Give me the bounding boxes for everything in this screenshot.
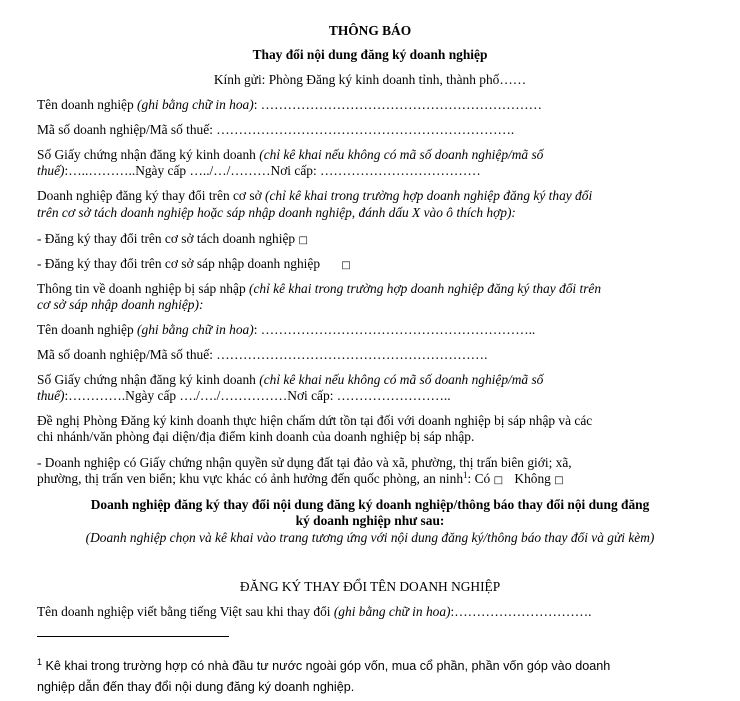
company-name-line — [37, 97, 542, 112]
land-no-label: Không — [514, 471, 551, 486]
new-name-fill[interactable]: :…………………………. — [450, 604, 592, 619]
reg-heading-1: Doanh nghiệp đăng ký thay đổi nội dung đăng ký doanh nghiệp/thông báo thay đổi nội dung đăng — [90, 497, 650, 512]
merged-tax-line[interactable]: Mã số doanh nghiệp/Mã số thuế: ……………………………………………………. — [37, 347, 488, 362]
merged-name-label: Tên doanh nghiệp — [37, 322, 134, 337]
base-label: Doanh nghiệp đăng ký thay đổi trên cơ sở — [37, 188, 265, 203]
merged-name-line — [37, 322, 535, 337]
reg-note: (Doanh nghiệp chọn và kê khai vào trang tương ứng với nội dung đăng ký/thông báo thay đổi và gửi kèm) — [85, 530, 655, 545]
request-line-2: chi nhánh/văn phòng đại diện/địa điểm kinh doanh của doanh nghiệp bị sáp nhập. — [37, 429, 475, 444]
land-line-2 — [37, 471, 564, 488]
merged-name-fill[interactable]: : …………………………………………………….. — [253, 322, 536, 337]
split-checkbox[interactable]: □ — [298, 235, 308, 246]
company-name-hint: (ghi bằng chữ in hoa) — [137, 97, 254, 112]
reg-heading-2: ký doanh nghiệp như sau: — [295, 513, 445, 528]
merged-label: Thông tin về doanh nghiệp bị sáp nhập — [37, 281, 249, 296]
footnote-number: 1 — [37, 657, 43, 667]
merged-line-1 — [37, 281, 601, 296]
merged-cert-line-1 — [37, 372, 543, 387]
request-line-1: Đề nghị Phòng Đăng ký kinh doanh thực hiện chấm dứt tồn tại đối với doanh nghiệp bị sáp nhập và các — [37, 413, 593, 428]
land-no-checkbox[interactable]: □ — [554, 475, 564, 486]
base-hint-2: trên cơ sở tách doanh nghiệp hoặc sáp nhập doanh nghiệp, đánh dấu X vào ô thích hợp): — [37, 205, 516, 220]
merged-hint-2: cơ sở sáp nhập doanh nghiệp): — [37, 297, 204, 312]
footnote-line-1 — [37, 659, 610, 675]
footnote-separator — [37, 636, 229, 637]
new-name-line — [37, 604, 591, 619]
footnote-line-2: nghiệp dẫn đến thay đổi nội dung đăng ký doanh nghiệp. — [37, 680, 355, 694]
merge-checkbox[interactable]: □ — [341, 260, 351, 271]
merged-hint-1: (chỉ kê khai trong trường hợp doanh nghiệp đăng ký thay đổi trên — [248, 281, 602, 296]
new-name-hint: (ghi bằng chữ in hoa) — [333, 604, 451, 619]
company-name-fill[interactable]: : ……………………………………………………… — [253, 97, 542, 112]
option-split-line — [37, 231, 308, 248]
merged-cert-line-2 — [37, 388, 451, 403]
cert-label: Số Giấy chứng nhận đăng ký kinh doanh — [37, 147, 260, 162]
company-name-label: Tên doanh nghiệp — [37, 97, 134, 112]
recipient-line: Kính gửi: Phòng Đăng ký kinh doanh tỉnh, thành phố…… — [213, 72, 527, 87]
document-title: THÔNG BÁO — [328, 23, 412, 38]
land-yes-label: : Có — [467, 471, 491, 486]
land-line-1: - Doanh nghiệp có Giấy chứng nhận quyền sử dụng đất tại đảo và xã, phường, thị trấn biên giới; xã, — [37, 455, 572, 470]
merged-cert-hint-2: thuế) — [37, 388, 65, 403]
cert-hint-1: (chỉ kê khai nếu không có mã số doanh nghiệp/mã số — [259, 147, 544, 162]
land-text-2: phường, thị trấn ven biển; khu vực khác có ảnh hưởng đến quốc phòng, an ninh — [37, 471, 464, 486]
merged-cert-fill[interactable]: :………….Ngày cấp …./…./……………Nơi cấp: …………………….. — [64, 388, 451, 403]
land-yes-checkbox[interactable]: □ — [493, 475, 504, 486]
cert-hint-2: thuế) — [37, 163, 65, 178]
option-merge-line — [37, 256, 351, 273]
merged-cert-hint-1: (chỉ kê khai nếu không có mã số doanh nghiệp/mã số — [259, 372, 544, 387]
footnote-ref[interactable]: 1 — [463, 470, 468, 480]
base-hint-1: (chỉ kê khai trong trường hợp doanh nghiệp đăng ký thay đổi — [265, 188, 593, 203]
tax-code-line[interactable]: Mã số doanh nghiệp/Mã số thuế: …………………………………………………………. — [37, 122, 515, 137]
option-split-label: - Đăng ký thay đổi trên cơ sở tách doanh nghiệp — [37, 231, 296, 246]
merged-name-hint: (ghi bằng chữ in hoa) — [137, 322, 254, 337]
new-name-label: Tên doanh nghiệp viết bằng tiếng Việt sau khi thay đổi — [37, 604, 334, 619]
cert-line-1 — [37, 147, 543, 162]
section-title: ĐĂNG KÝ THAY ĐỔI TÊN DOANH NGHIỆP — [239, 579, 501, 594]
option-merge-label: - Đăng ký thay đổi trên cơ sở sáp nhập doanh nghiệp — [37, 256, 321, 271]
merged-cert-label: Số Giấy chứng nhận đăng ký kinh doanh — [37, 372, 260, 387]
footnote-text-1: Kê khai trong trường hợp có nhà đầu tư nước ngoài góp vốn, mua cổ phần, phần vốn góp vào doanh — [45, 659, 611, 673]
document-subtitle: Thay đổi nội dung đăng ký doanh nghiệp — [252, 47, 488, 62]
cert-fill[interactable]: :…..………..Ngày cấp …../…/………Nơi cấp: ……………………………… — [64, 163, 481, 178]
base-line-1 — [37, 188, 592, 203]
cert-line-2 — [37, 163, 481, 178]
